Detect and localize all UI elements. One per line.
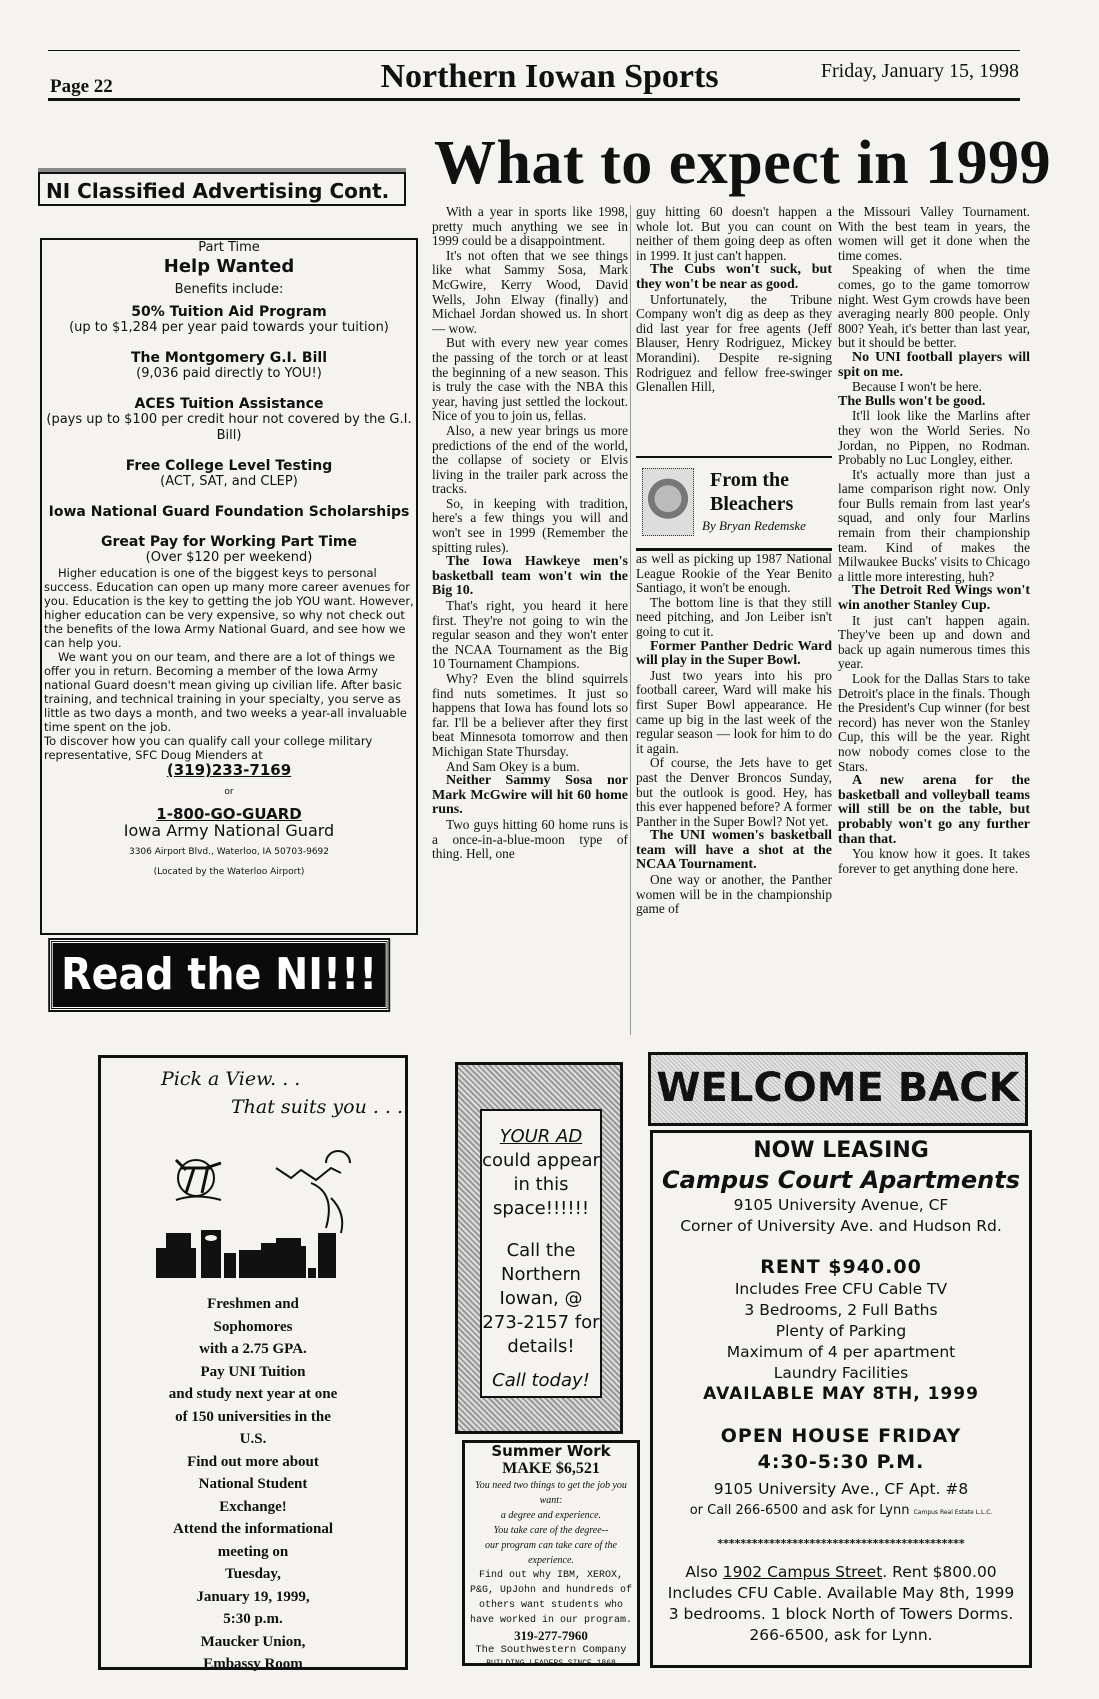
- address-1: 9105 University Avenue, CF: [733, 1196, 949, 1214]
- subhead: Former Panther Dedric Ward will play in the Super Bowl.: [636, 638, 832, 669]
- paragraph: You know how it goes. It takes forever to get anything done here.: [838, 846, 1030, 876]
- apartment-ad: [650, 1130, 1032, 1668]
- column-divider: [630, 205, 631, 1035]
- paragraph: Because I won't be here.: [852, 379, 982, 395]
- city-skyline-illustration: [136, 1138, 376, 1278]
- paragraph: Also, a new year brings us more predictions of the end of the world, the collapse of society or Elvis living in the trailer park across the tracks.: [432, 422, 628, 497]
- article-column-3: [838, 205, 1030, 876]
- subhead: The Cubs won't suck, but they won't be near as good.: [636, 262, 832, 292]
- benefits-label: Benefits include:: [174, 282, 284, 297]
- benefit-6-detail: (Over $120 per weekend): [145, 550, 313, 565]
- paragraph: But with every new year comes the passing of the torch or at least the beginning of a new season. This is truly the case with the NBA this year, having just settled the lockout. Nice of you to join us, fellas.: [432, 335, 628, 424]
- section-title: Northern Iowan Sports: [380, 58, 719, 95]
- ad-line: Find out more about: [187, 1453, 319, 1470]
- also-street: 1902 Campus Street: [722, 1563, 883, 1581]
- ad-paragraph-1: Higher education is one of the biggest keys to personal success. Education can open up many more career avenues for you. Education is the key to getting the job YOU want. However, higher education can be very expensive, so why not check out the benefits of the Iowa Army National Guard, and see how we can help you.: [44, 566, 414, 650]
- benefit-6: Great Pay for Working Part Time: [101, 534, 357, 550]
- your-ad-call-today: Call today!: [492, 1370, 590, 1391]
- paragraph: It'll look like the Marlins after they won the World Series. No Jordan, no Pippen, no Rodman. Probably no Luc Longley, either.: [838, 408, 1030, 468]
- column-title: From the Bleachers: [710, 469, 794, 515]
- ad-line: Pay UNI Tuition: [200, 1363, 306, 1380]
- classified-header: NI Classified Advertising Cont.: [38, 172, 406, 206]
- paragraph: It just can't happen again. They've been up and down and back up again numerous times this year.: [838, 612, 1030, 672]
- or-text: or: [224, 787, 234, 797]
- summer-tagline: BUILDING LEADERS SINCE 1868: [486, 1659, 616, 1668]
- read-the-ni-banner: Read the NI!!!: [50, 940, 388, 1010]
- your-ad-line: could appear in this space!!!!!!: [482, 1150, 600, 1219]
- now-leasing: NOW LEASING: [753, 1138, 929, 1163]
- paragraph: Of course, the Jets have to get past the Denver Broncos Sunday, but the outlook is good. Hey, has this ever happened before? A former Panther in the Super Bowl? Not yet.: [636, 755, 832, 829]
- summer-pay: MAKE $6,521: [502, 1460, 600, 1477]
- paragraph: Just two years into his pro football career, Ward will make his first Super Bowl appearance. He came up big in the last week of the regular season — look for him to do it again.: [636, 667, 832, 756]
- subhead: The UNI women's basketball team will have a shot at the NCAA Tournament.: [636, 828, 832, 873]
- features-list: [653, 1279, 1029, 1384]
- benefit-2: The Montgomery G.I. Bill: [131, 350, 327, 366]
- summer-body: Find out why IBM, XEROX, P&G, UpJohn and hundreds of others want students who have worked in our program.: [469, 1570, 633, 1626]
- ad-line: Maucker Union,: [200, 1633, 306, 1650]
- subhead: The Detroit Red Wings won't win another Stanley Cup.: [838, 583, 1030, 614]
- also-line-4: 266-6500, ask for Lynn.: [749, 1626, 933, 1644]
- ad-line: 5:30 p.m.: [223, 1611, 283, 1627]
- paragraph: So, in keeping with tradition, here's a few things you will and won't see in 1999 (Remember the spitting rules).: [432, 495, 628, 555]
- phone-number: (319)233-7169: [166, 761, 292, 779]
- paragraph: Two guys hitting 60 home runs is a once-in-a-blue-moon type of thing. Hell, one: [432, 816, 628, 862]
- ad-body: [101, 1293, 405, 1676]
- subhead: No UNI football players will spit on me.: [838, 349, 1030, 380]
- ad-tagline-1: Pick a View. . .: [161, 1068, 301, 1090]
- paragraph: guy hitting 60 doesn't happen a whole lot. But you can count on neither of them going deep as often in 1999. It just can't happen.: [636, 204, 832, 263]
- ad-line: Exchange!: [219, 1498, 287, 1515]
- paragraph: With a year in sports like 1998, pretty much anything we see in 1999 could be a disappointment.: [432, 204, 628, 249]
- ad-line: January 19, 1999,: [196, 1588, 310, 1605]
- ad-line: Freshmen and: [207, 1296, 299, 1312]
- paragraph: as well as picking up 1987 National League Rookie of the Year Benito Santiago, it won't be enough.: [636, 551, 832, 596]
- paragraph: the Missouri Valley Tournament. With the best team in years, the women will get it done when the time comes.: [838, 204, 1030, 263]
- column-sig-box: [636, 456, 832, 551]
- feature-item: Includes Free CFU Cable TV: [734, 1280, 948, 1298]
- ad-paragraph-2: We want you on our team, and there are a lot of things we offer you in return. Becoming a member of the Iowa Army national Guard doesn't mean giving up civilian life. After basic training, and technical training in your specialty, you serve as little as two days a month, and two weeks a year-all invaluable time spent on the job.: [44, 650, 407, 734]
- benefit-5: Iowa National Guard Foundation Scholarships: [48, 504, 410, 520]
- ad-paragraph-3: To discover how you can qualify call your college military representative, SFC Doug Mienders at: [44, 734, 373, 762]
- also-rent: . Rent $800.00: [882, 1563, 997, 1581]
- ad-line: Attend the informational: [173, 1521, 333, 1537]
- top-rule: [48, 50, 1020, 51]
- paragraph: That's right, you heard it here first. They're not going to win the regular season and they won't enter the NCAA Tournament as the Big 10 Tournament Champions.: [432, 598, 628, 672]
- feature-item: Plenty of Parking: [775, 1322, 907, 1340]
- your-ad-frame: [455, 1062, 623, 1434]
- summer-line: You need two things to get the job you want:: [475, 1480, 627, 1506]
- subhead: Neither Sammy Sosa nor Mark McGwire will hit 60 home runs.: [432, 773, 628, 818]
- help-wanted: Help Wanted: [163, 256, 295, 277]
- ad-line: and study next year at one: [168, 1386, 338, 1402]
- summer-title: Summer Work: [491, 1442, 611, 1460]
- ad-line: National Student: [198, 1476, 308, 1492]
- article-column-2-continued: [636, 552, 832, 917]
- paragraph: One way or another, the Panther women will be in the championship game of: [636, 872, 832, 917]
- author-photo: [642, 468, 694, 536]
- address-2: Corner of University Ave. and Hudson Rd.: [680, 1217, 1002, 1235]
- summer-line: You take care of the degree--: [493, 1525, 609, 1536]
- paragraph: The bottom line is that they still need pitching, and Jon Leiber isn't going to cut it.: [636, 594, 832, 639]
- paragraph: Speaking of when the time comes, go to the game tomorrow night. West Gym crowds have been averaging nearly 800 people. Only 800? Yeah, it's better than last year, but it should be better.: [838, 262, 1030, 351]
- your-ad-call: Call the Northern Iowan, @ 273-2157 for details!: [482, 1240, 600, 1357]
- also-line-3: 3 bedrooms. 1 block North of Towers Dorms.: [668, 1605, 1014, 1623]
- summer-work-ad: [462, 1440, 640, 1666]
- benefit-2-detail: (9,036 paid directly to YOU!): [136, 366, 322, 381]
- paragraph: And Sam Okey is a bum.: [446, 758, 580, 774]
- feature-item: Laundry Facilities: [773, 1364, 909, 1382]
- apartment-name: Campus Court Apartments: [662, 1166, 1020, 1194]
- subhead: A new arena for the basketball and volleyball teams will still be on the table, but probably won't go any further than that.: [838, 773, 1030, 847]
- summer-line: a degree and experience.: [500, 1510, 602, 1521]
- org-address: 3306 Airport Blvd., Waterloo, IA 50703-9692: [128, 847, 330, 857]
- benefit-3-detail: (pays up to $100 per credit hour not covered by the G.I. Bill): [46, 412, 412, 443]
- benefit-1-detail: (up to $1,284 per year paid towards your tuition): [69, 320, 389, 335]
- separator-stars: *******************************************: [717, 1537, 965, 1550]
- your-ad-title: YOUR AD: [499, 1126, 583, 1147]
- ad-line: Embassy Room: [203, 1656, 303, 1672]
- paragraph: Why? Even the blind squirrels find nuts sometimes. It just so happens that Iowa has found lots so far. I'll be a believer after they first beat Minnesota tomorrow and then Michigan State Thursday.: [432, 671, 628, 759]
- masthead-rule: [48, 98, 1020, 101]
- feature-item: 3 Bedrooms, 2 Full Baths: [744, 1301, 938, 1319]
- available-date: AVAILABLE MAY 8TH, 1999: [703, 1384, 979, 1404]
- article-headline: What to expect in 1999: [434, 129, 1052, 197]
- benefit-4: Free College Level Testing: [125, 458, 333, 474]
- open-house-time: 4:30-5:30 P.M.: [757, 1451, 925, 1473]
- org-location: (Located by the Waterloo Airport): [153, 867, 305, 877]
- agency: Campus Real Estate L.L.C.: [913, 1509, 993, 1516]
- part-time: Part Time: [198, 240, 260, 255]
- ad-line: U.S.: [239, 1431, 267, 1447]
- ad-line: Sophomores: [213, 1318, 293, 1335]
- subhead: The Bulls won't be good.: [838, 393, 986, 409]
- call-info: or Call 266-6500 and ask for Lynn: [689, 1503, 910, 1518]
- apartment-unit: 9105 University Ave., CF Apt. #8: [713, 1480, 969, 1498]
- feature-item: Maximum of 4 per apartment: [726, 1343, 956, 1361]
- summer-line: our program can take care of the experience.: [484, 1540, 617, 1566]
- paragraph: Unfortunately, the Tribune Company won't dig as deep as they did last year for free agents (Jeff Blauser, Henry Rodriguez, Mickey Morandini). Despite re-signing Rodriguez and fellow free-swinger Glenallen Hill,: [636, 291, 832, 395]
- paragraph: Look for the Dallas Stars to take Detroit's place in the finals. Though the President's Cup winner (for best record) has never won the Stanley Cup, this will be the year. Right now nobody comes close to the Stars.: [838, 671, 1030, 774]
- page-number: Page 22: [50, 76, 113, 97]
- paragraph: It's actually more than just a lame comparison right now. Only four Bulls remain from last year's squad, and only four Marlins remain from their championship team. Kind of makes the Milwaukee Bucks' visits to Chicago a little more interesting, huh?: [838, 466, 1030, 584]
- benefit-1: 50% Tuition Aid Program: [131, 304, 327, 320]
- article-column-1: [432, 205, 628, 862]
- exchange-ad: [98, 1055, 408, 1670]
- org-name: Iowa Army National Guard: [123, 821, 335, 840]
- welcome-back-banner: WELCOME BACK: [648, 1052, 1028, 1126]
- summer-phone: 319-277-7960: [514, 1628, 588, 1643]
- ad-tagline-2: That suits you . . .: [231, 1096, 404, 1118]
- summer-company: The Southwestern Company: [475, 1644, 627, 1656]
- issue-date: Friday, January 15, 1998: [820, 60, 1019, 82]
- ad-line: Tuesday,: [225, 1566, 281, 1582]
- also-line-2: Includes CFU Cable. Available May 8th, 1999: [667, 1584, 1015, 1602]
- subhead: The Iowa Hawkeye men's basketball team won't win the Big 10.: [432, 554, 628, 599]
- also-text: Also: [685, 1563, 723, 1581]
- open-house: OPEN HOUSE FRIDAY: [720, 1425, 962, 1447]
- paragraph: It's not often that we see things like what Sammy Sosa, Mark McGwire, Kerry Wood, David Wells, John Elway (finally) and Michael Jordan showed us. In short — wow.: [432, 247, 628, 336]
- byline: By Bryan Redemske: [702, 518, 806, 533]
- article-column-2: [636, 205, 832, 395]
- toll-free-number: 1-800-GO-GUARD: [156, 805, 302, 823]
- benefit-4-detail: (ACT, SAT, and CLEP): [160, 474, 298, 489]
- your-ad-panel: [480, 1109, 602, 1398]
- rent: RENT $940.00: [760, 1256, 922, 1278]
- national-guard-ad: [40, 238, 418, 935]
- ad-line: of 150 universities in the: [175, 1408, 331, 1425]
- ad-line: meeting on: [217, 1543, 289, 1560]
- ad-line: with a 2.75 GPA.: [199, 1341, 307, 1357]
- benefit-3: ACES Tuition Assistance: [134, 396, 324, 412]
